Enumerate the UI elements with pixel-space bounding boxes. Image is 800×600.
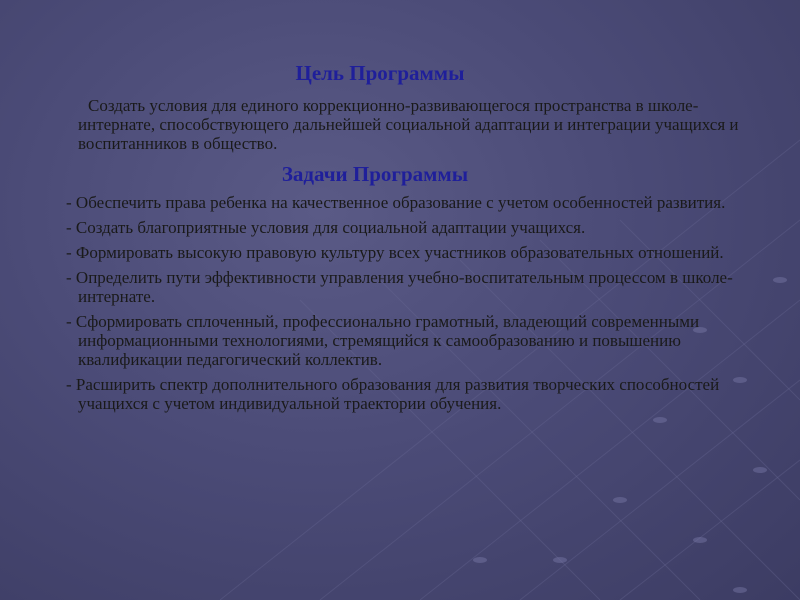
goal-text: Создать условия для единого коррекционно-развивающегося пространства в школе-интернате, способствующего дальнейшей социальной адаптации и интеграции учащихся и воспитанников в общество. xyxy=(78,96,739,153)
task-item: - Создать благоприятные условия для социальной адаптации учащихся. xyxy=(66,218,586,237)
task-item: - Формировать высокую правовую культуру всех участников образовательных отношений. xyxy=(66,243,724,262)
tasks-list xyxy=(60,193,760,413)
goal-heading: Цель Программы xyxy=(295,61,465,85)
tasks-heading: Задачи Программы xyxy=(281,162,469,186)
task-item: - Обеспечить права ребенка на качественное образование с учетом особенностей развития. xyxy=(66,193,726,212)
slide-content xyxy=(60,60,760,419)
task-item: - Сформировать сплоченный, профессионально грамотный, владеющий современными информационными технологиями, стремящийся к самообразованию и повышению квалификации педагогический коллектив. xyxy=(66,312,700,369)
task-item: - Определить пути эффективности управления учебно-воспитательным процессом в школе-интернате. xyxy=(66,268,733,306)
task-item: - Расширить спектр дополнительного образования для развития творческих способностей учащихся с учетом индивидуальной траектории обучения. xyxy=(66,375,720,413)
